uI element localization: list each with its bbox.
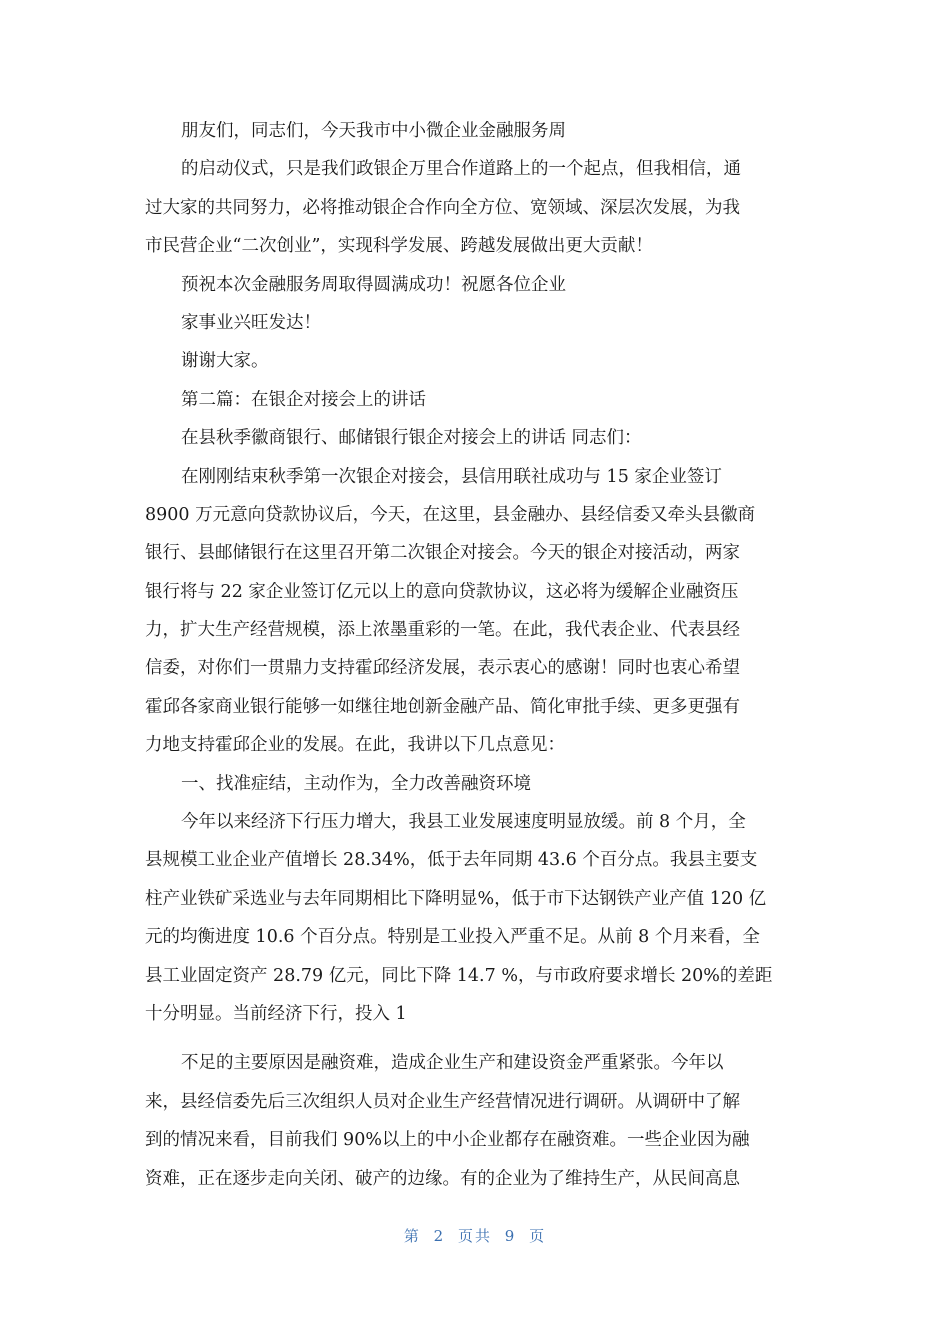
page-footer: 第 2 页共 9 页 [403,1227,547,1245]
text-line: 不足的主要原因是融资难，造成企业生产和建设资金严重紧张。今年以 [181,1053,724,1074]
text-block-1 [145,112,801,1033]
text-line: 到的情况来看，目前我们 90%以上的中小企业都存在融资难。一些企业因为融 [145,1130,750,1151]
text-line: 银行将与 22 家企业签订亿元以上的意向贷款协议，这必将为缓解企业融资压 [145,581,739,602]
text-line: 过大家的共同努力，必将推动银企合作向全方位、宽领域、深层次发展，为我 [145,197,740,218]
text-line: 霍邱各家商业银行能够一如继往地创新金融产品、简化审批手续、更多更强有 [145,696,740,717]
text-line: 县规模工业企业产值增长 28.34%，低于去年同期 43.6 个百分点。我县主要支 [145,850,758,871]
text-line: 预祝本次金融服务周取得圆满成功！祝愿各位企业 [181,274,566,295]
text-line: 的启动仪式，只是我们政银企万里合作道路上的一个起点，但我相信，通 [181,159,741,180]
text-block-2 [145,1044,801,1198]
text-line: 力地支持霍邱企业的发展。在此，我讲以下几点意见： [145,735,565,756]
text-line: 十分明显。当前经济下行，投入 1 [145,1003,407,1024]
text-line: 家事业兴旺发达！ [181,312,321,333]
text-line: 县工业固定资产 28.79 亿元，同比下降 14.7 %，与市政府要求增长 20%的差距 [145,965,773,986]
text-line: 8900 万元意向贷款协议后，今天，在这里，县金融办、县经信委又牵头县徽商 [145,504,756,525]
text-line: 在县秋季徽商银行、邮储银行银企对接会上的讲话 同志们： [181,428,642,449]
text-line: 朋友们，同志们，今天我市中小微企业金融服务周 [181,121,566,141]
text-line: 元的均衡进度 10.6 个百分点。特别是工业投入严重不足。从前 8 个月来看，全 [145,927,760,948]
document-body [145,112,801,1198]
text-line: 信委，对你们一贯鼎力支持霍邱经济发展，表示衷心的感谢！同时也衷心希望 [145,658,740,679]
text-line: 一、找准症结，主动作为，全力改善融资环境 [181,773,531,794]
text-line: 资难，正在逐步走向关闭、破产的边缘。有的企业为了维持生产，从民间高息 [145,1168,740,1189]
text-line: 在刚刚结束秋季第一次银企对接会，县信用联社成功与 15 家企业签订 [181,466,722,487]
text-line: 市民营企业“二次创业”，实现科学发展、跨越发展做出更大贡献！ [145,236,653,257]
paragraph-gap [145,1033,801,1044]
text-line: 柱产业铁矿采选业与去年同期相比下降明显%，低于市下达钢铁产业产值 120 亿 [145,888,767,909]
text-line: 银行、县邮储银行在这里召开第二次银企对接会。今天的银企对接活动，两家 [145,543,740,564]
text-line: 谢谢大家。 [181,351,269,372]
text-line: 来，县经信委先后三次组织人员对企业生产经营情况进行调研。从调研中了解 [145,1091,740,1112]
text-line: 第二篇：在银企对接会上的讲话 [181,389,426,410]
text-line: 今年以来经济下行压力增大，我县工业发展速度明显放缓。前 8 个月，全 [181,812,746,833]
text-line: 力，扩大生产经营规模，添上浓墨重彩的一笔。在此，我代表企业、代表县经 [145,620,740,641]
